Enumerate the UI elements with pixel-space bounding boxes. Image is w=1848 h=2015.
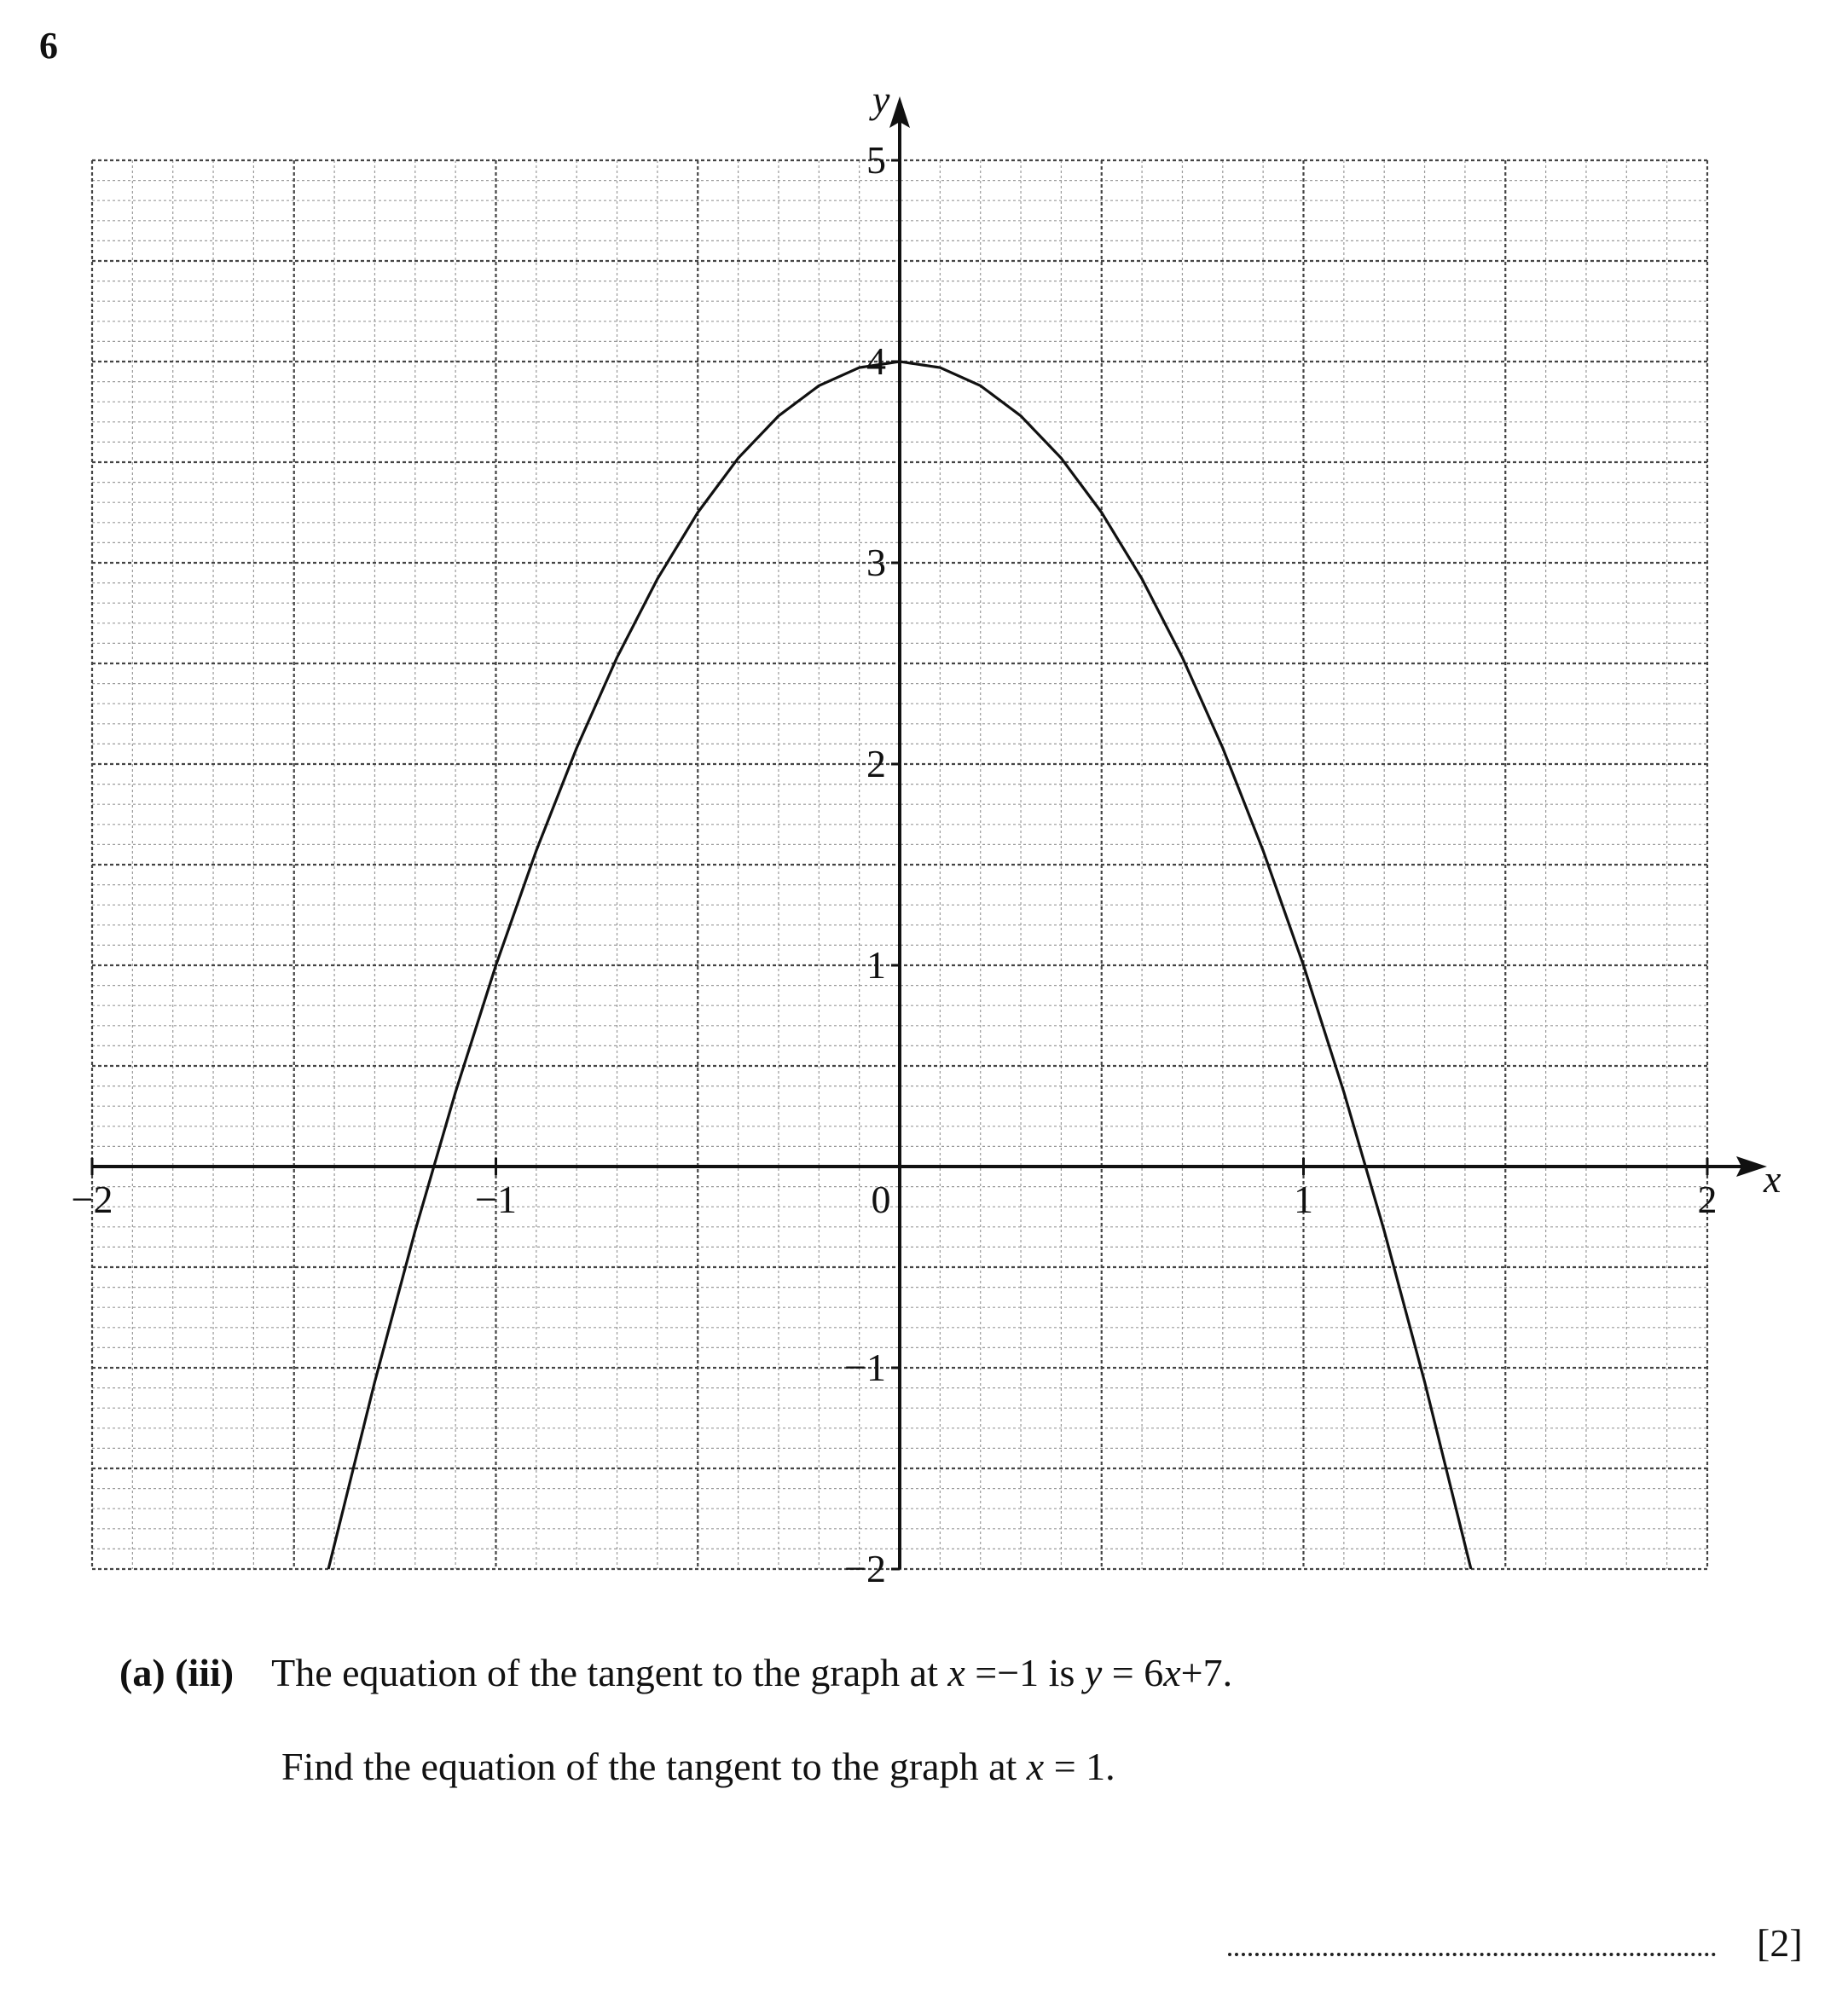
math-var: y — [1084, 1651, 1103, 1694]
y-tick-label: 2 — [866, 742, 886, 785]
text-segment: +7. — [1180, 1651, 1233, 1694]
math-var: x — [1026, 1745, 1045, 1788]
math-var: x — [1163, 1651, 1181, 1694]
y-tick-label: −1 — [844, 1346, 886, 1389]
question-line-1 — [119, 1650, 1232, 1695]
text-segment: = 6 — [1102, 1651, 1164, 1694]
tick-labels — [72, 78, 1781, 1590]
question-line-2 — [281, 1744, 1115, 1789]
text-segment: Find the equation of the tangent to the graph at — [281, 1745, 1027, 1788]
text-segment: =−1 is — [965, 1651, 1085, 1694]
x-tick-label: 2 — [1697, 1178, 1718, 1221]
question-number: 6 — [39, 25, 58, 67]
marks-label: [2] — [1757, 1921, 1803, 1965]
y-tick-label: −2 — [844, 1547, 886, 1590]
text-segment: = 1. — [1044, 1745, 1115, 1788]
text-segment: The equation of the tangent to the graph at — [271, 1651, 948, 1694]
y-tick-label: 4 — [866, 339, 886, 383]
y-axis-label: y — [872, 78, 890, 121]
x-tick-label: −2 — [71, 1178, 113, 1221]
x-tick-label: 1 — [1294, 1178, 1313, 1221]
x-tick-label: −1 — [475, 1178, 517, 1221]
x-tick-label: 0 — [871, 1178, 891, 1221]
part-label: (a) (iii) — [119, 1651, 235, 1694]
y-tick-label: 5 — [866, 138, 886, 182]
math-var: x — [947, 1651, 965, 1694]
x-axis-label: x — [1764, 1157, 1781, 1201]
y-tick-label: 1 — [866, 943, 886, 987]
y-tick-label: 3 — [866, 541, 886, 584]
answer-line[interactable] — [1228, 1953, 1716, 1956]
